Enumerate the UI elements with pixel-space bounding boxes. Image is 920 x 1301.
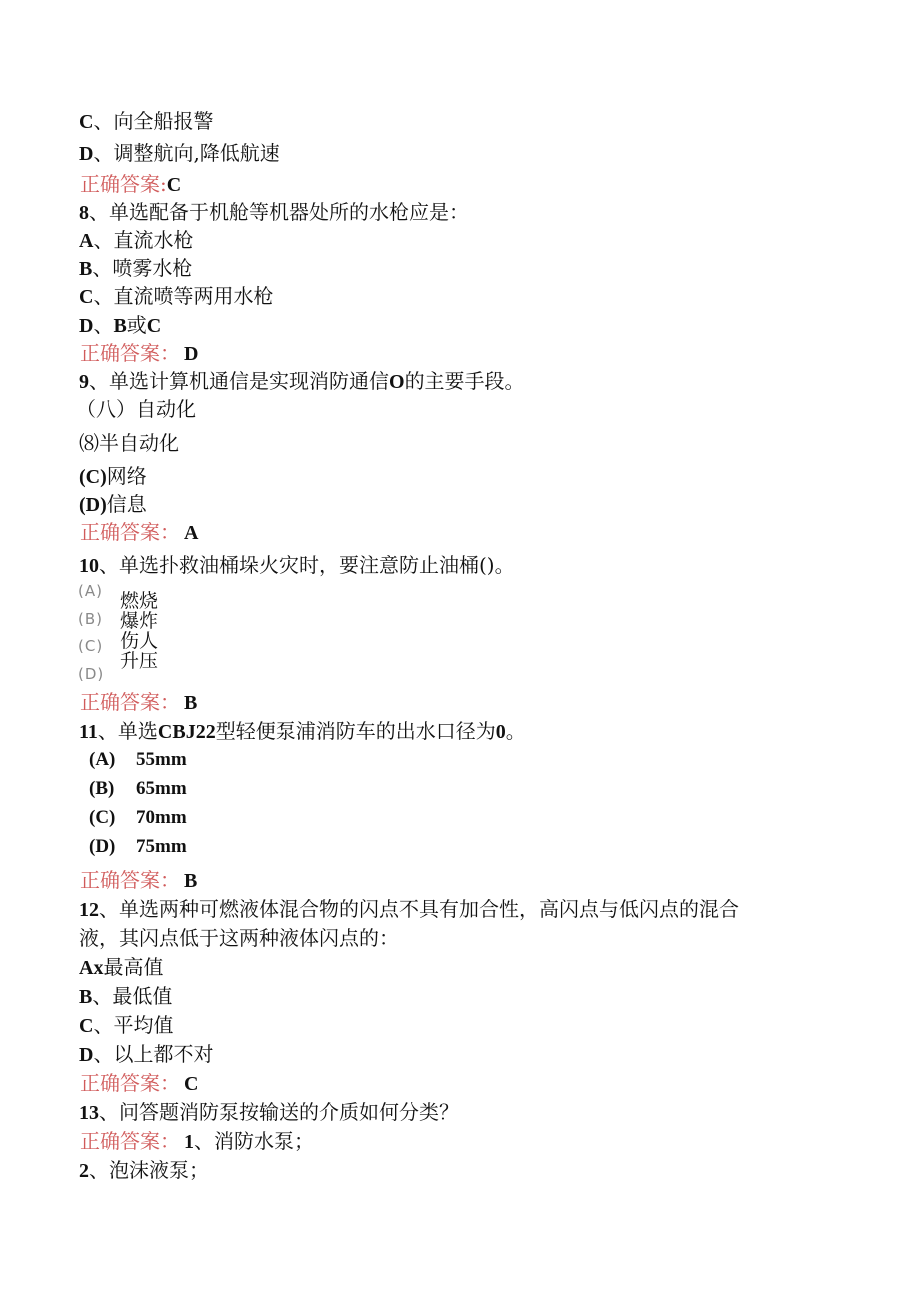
option-key: A: [79, 230, 94, 252]
option-text: 自动化: [136, 397, 196, 421]
q7-answer: [80, 171, 181, 198]
question-number: 8: [79, 202, 89, 224]
q10-stem: [79, 552, 515, 579]
option-ref: C: [146, 315, 162, 337]
q10-option-text-c: 伤人: [120, 630, 159, 652]
q9-option-c: [79, 463, 147, 490]
q10-option-text-a: 燃烧: [120, 590, 159, 612]
answer-value: C: [184, 1073, 199, 1095]
option-key: B: [79, 258, 93, 280]
question-number: 10: [79, 555, 99, 577]
option-key: B: [79, 986, 93, 1008]
answer-label: 正确答案：: [80, 868, 180, 892]
question-text: 、单选: [97, 719, 158, 743]
option-key: （八）: [76, 397, 136, 421]
q13-stem: [79, 1099, 459, 1126]
question-text: 、单选两种可燃液体混合物的闪点不具有加合性，高闪点与低闪点的混合: [99, 897, 739, 921]
answer-label: 正确答案：: [80, 520, 180, 544]
q9-stem: [79, 368, 525, 395]
question-number: 9: [79, 371, 89, 393]
option-text: 、向全船报警: [93, 109, 214, 133]
option-key: C: [79, 1015, 94, 1037]
answer-value: C: [166, 174, 182, 196]
option-text: 、直流水枪: [93, 228, 194, 252]
q11-option-key-c: (C): [89, 807, 116, 828]
q8-option-a: [79, 227, 193, 254]
q9-answer: [80, 519, 198, 546]
answer-value: D: [184, 343, 199, 365]
question-number: 13: [79, 1102, 99, 1124]
q11-option-text-b: 65mm: [136, 778, 187, 799]
option-ref: B: [113, 315, 127, 337]
q12-option-c: [79, 1012, 173, 1039]
q12-option-b: [79, 983, 172, 1010]
option-text: 、平均值: [93, 1013, 174, 1037]
option-text: 、最低值: [92, 984, 173, 1008]
q8-option-b: [79, 255, 192, 282]
question-text: 、单选扑救油桶垛火灾时，要注意防止油桶()。: [99, 553, 515, 577]
q12-stem-line1: [79, 896, 739, 923]
answer-label: 正确答案：: [80, 690, 180, 714]
option-key: C: [79, 286, 94, 308]
q11-stem: [79, 718, 526, 745]
q10-option-key-b: (B): [78, 610, 103, 628]
question-number: 12: [79, 899, 99, 921]
q10-answer: [80, 689, 197, 716]
option-text: 或: [126, 313, 147, 337]
q12-option-d: [79, 1041, 213, 1068]
answer-label: 正确答案：: [80, 1071, 180, 1095]
option-key: C: [79, 111, 94, 133]
q13-answer: [80, 1128, 314, 1155]
q9-option-a: [76, 396, 196, 422]
option-text: 最高值: [103, 955, 164, 979]
q7-option-d: [79, 140, 280, 167]
q11-option-text-c: 70mm: [136, 807, 187, 828]
q10-option-text-d: 升压: [120, 650, 159, 672]
option-key: D: [79, 315, 94, 337]
option-text: 半自动化: [99, 431, 179, 455]
option-key: D: [79, 143, 94, 165]
q11-option-key-b: (B): [89, 778, 115, 799]
option-text: 、以上都不对: [93, 1042, 214, 1066]
q9-option-b: [79, 430, 179, 456]
question-model: CBJ22: [157, 721, 216, 743]
q11-option-text-d: 75mm: [136, 836, 187, 857]
answer-text: 、泡沫液泵；: [89, 1158, 209, 1182]
q8-option-d: [79, 312, 161, 339]
q11-answer: [80, 867, 197, 894]
question-text: 。: [505, 719, 526, 743]
option-key: ⑻: [79, 431, 99, 455]
option-text: 、喷雾水枪: [92, 256, 193, 280]
q12-option-a: [79, 954, 163, 981]
option-text: 、: [93, 313, 114, 337]
q13-answer-line2: [79, 1157, 209, 1184]
q11-option-text-a: 55mm: [136, 749, 187, 770]
answer-value: B: [184, 692, 198, 714]
option-text: 信息: [106, 492, 147, 516]
q9-option-d: [79, 491, 147, 518]
question-text: 、问答题消防泵按输送的介质如何分类？: [99, 1100, 459, 1124]
q12-stem-line2: 液，其闪点低于这两种液体闪点的：: [79, 926, 399, 950]
q12-answer: [80, 1070, 198, 1097]
answer-value: B: [184, 870, 198, 892]
q11-option-key-a: (A): [89, 749, 116, 770]
option-key: (D): [79, 494, 107, 516]
q8-answer: [80, 340, 198, 367]
question-number: 11: [79, 721, 98, 743]
question-text: 型轻便泵浦消防车的出水口径为: [215, 719, 496, 743]
answer-label: 正确答案：: [80, 1129, 180, 1153]
q11-option-key-d: (D): [89, 836, 116, 857]
question-blank: 0: [495, 721, 506, 743]
q10-option-key-d: (D): [78, 665, 105, 683]
q10-option-text-b: 爆炸: [120, 610, 159, 632]
question-text: 的主要手段。: [404, 369, 525, 393]
option-text: 、调整航向,降低航速: [93, 141, 280, 165]
answer-text: 、消防水泵；: [194, 1129, 314, 1153]
option-key: Ax: [79, 957, 104, 979]
q10-option-key-c: (C): [78, 637, 104, 655]
answer-label: 正确答案：: [80, 341, 180, 365]
answer-label: 正确答案:: [80, 172, 167, 196]
option-key: (C): [79, 466, 107, 488]
option-text: 、直流喷等两用水枪: [93, 284, 274, 308]
question-text: 、单选配备于机舱等机器处所的水枪应是：: [89, 200, 469, 224]
answer-value: 1: [184, 1131, 194, 1153]
q7-option-c: [79, 108, 213, 135]
answer-number: 2: [79, 1160, 89, 1182]
answer-value: A: [184, 522, 199, 544]
question-blank: O: [389, 371, 405, 393]
q10-option-key-a: (A): [78, 582, 103, 600]
option-text: 网络: [106, 464, 147, 488]
option-key: D: [79, 1044, 94, 1066]
question-text: 、单选计算机通信是实现消防通信: [89, 369, 389, 393]
q8-stem: [79, 199, 469, 226]
q8-option-c: [79, 283, 273, 310]
